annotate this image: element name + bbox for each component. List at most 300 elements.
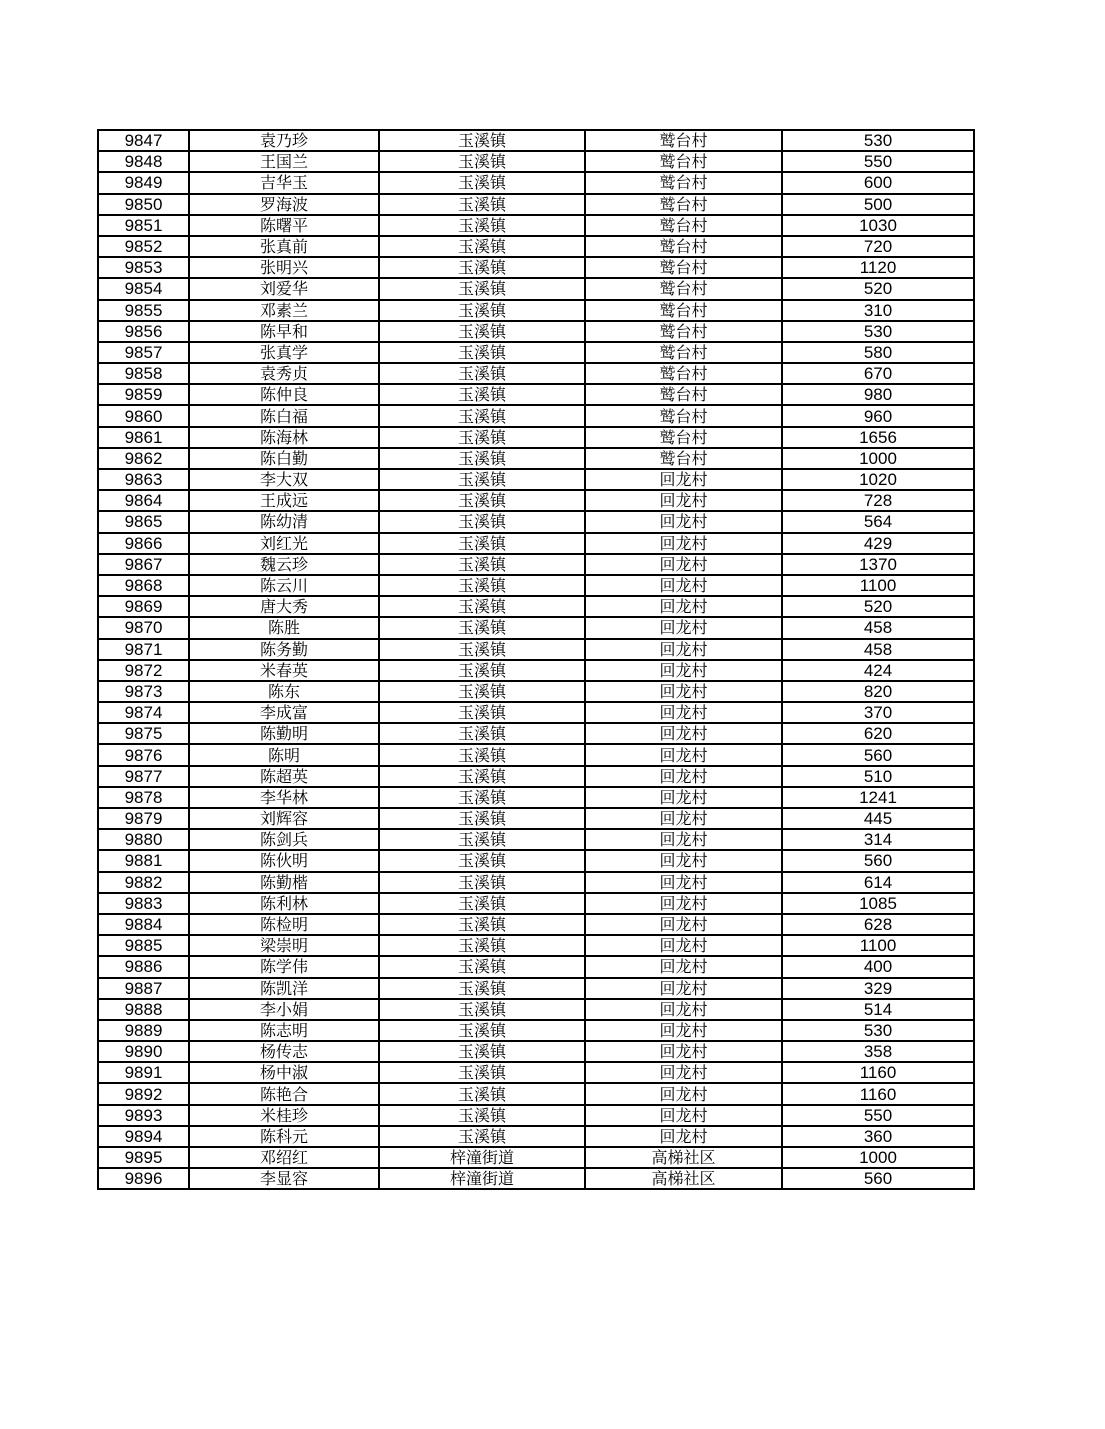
amount-cell: 445 <box>782 808 974 829</box>
table-row <box>98 893 974 914</box>
town-cell: 玉溪镇 <box>379 808 585 829</box>
table-row <box>98 1083 974 1104</box>
row-id-cell: 9847 <box>98 130 189 151</box>
village-cell: 回龙村 <box>585 533 782 554</box>
town-cell: 玉溪镇 <box>379 321 585 342</box>
amount-cell: 310 <box>782 300 974 321</box>
village-cell: 鹫台村 <box>585 300 782 321</box>
row-id-cell: 9848 <box>98 151 189 172</box>
table-row <box>98 300 974 321</box>
table-row <box>98 956 974 977</box>
amount-cell: 424 <box>782 660 974 681</box>
name-cell: 李显容 <box>189 1168 379 1189</box>
village-cell: 鹫台村 <box>585 215 782 236</box>
town-cell: 玉溪镇 <box>379 427 585 448</box>
town-cell: 玉溪镇 <box>379 554 585 575</box>
name-cell: 陈勤明 <box>189 723 379 744</box>
table-row <box>98 787 974 808</box>
table-row <box>98 1126 974 1147</box>
amount-cell: 520 <box>782 596 974 617</box>
village-cell: 鹫台村 <box>585 321 782 342</box>
row-id-cell: 9891 <box>98 1062 189 1083</box>
amount-cell: 628 <box>782 914 974 935</box>
name-cell: 王国兰 <box>189 151 379 172</box>
row-id-cell: 9860 <box>98 405 189 426</box>
town-cell: 玉溪镇 <box>379 215 585 236</box>
village-cell: 鹫台村 <box>585 384 782 405</box>
name-cell: 张明兴 <box>189 257 379 278</box>
amount-cell: 458 <box>782 639 974 660</box>
name-cell: 张真前 <box>189 236 379 257</box>
table-row <box>98 130 974 151</box>
table-row <box>98 660 974 681</box>
row-id-cell: 9892 <box>98 1083 189 1104</box>
table-row <box>98 872 974 893</box>
amount-cell: 358 <box>782 1041 974 1062</box>
table-row <box>98 1105 974 1126</box>
town-cell: 玉溪镇 <box>379 151 585 172</box>
name-cell: 邓绍红 <box>189 1147 379 1168</box>
name-cell: 陈白勤 <box>189 448 379 469</box>
town-cell: 玉溪镇 <box>379 850 585 871</box>
name-cell: 陈艳合 <box>189 1083 379 1104</box>
town-cell: 玉溪镇 <box>379 1126 585 1147</box>
village-cell: 回龙村 <box>585 511 782 532</box>
table-row <box>98 978 974 999</box>
name-cell: 陈云川 <box>189 575 379 596</box>
town-cell: 玉溪镇 <box>379 300 585 321</box>
amount-cell: 1100 <box>782 575 974 596</box>
village-cell: 回龙村 <box>585 617 782 638</box>
town-cell: 玉溪镇 <box>379 1105 585 1126</box>
town-cell: 玉溪镇 <box>379 130 585 151</box>
amount-cell: 820 <box>782 681 974 702</box>
town-cell: 玉溪镇 <box>379 978 585 999</box>
amount-cell: 960 <box>782 405 974 426</box>
village-cell: 回龙村 <box>585 723 782 744</box>
row-id-cell: 9880 <box>98 829 189 850</box>
row-id-cell: 9856 <box>98 321 189 342</box>
table-row <box>98 617 974 638</box>
amount-cell: 500 <box>782 194 974 215</box>
row-id-cell: 9884 <box>98 914 189 935</box>
name-cell: 陈务勤 <box>189 639 379 660</box>
town-cell: 梓潼街道 <box>379 1168 585 1189</box>
table-row <box>98 215 974 236</box>
table-row <box>98 172 974 193</box>
town-cell: 玉溪镇 <box>379 872 585 893</box>
row-id-cell: 9878 <box>98 787 189 808</box>
town-cell: 玉溪镇 <box>379 194 585 215</box>
table-row <box>98 405 974 426</box>
name-cell: 杨传志 <box>189 1041 379 1062</box>
table-row <box>98 681 974 702</box>
town-cell: 玉溪镇 <box>379 596 585 617</box>
amount-cell: 620 <box>782 723 974 744</box>
town-cell: 玉溪镇 <box>379 490 585 511</box>
amount-cell: 514 <box>782 999 974 1020</box>
village-cell: 鹫台村 <box>585 151 782 172</box>
amount-cell: 560 <box>782 1168 974 1189</box>
amount-cell: 600 <box>782 172 974 193</box>
table-row <box>98 554 974 575</box>
row-id-cell: 9888 <box>98 999 189 1020</box>
table-row <box>98 850 974 871</box>
table-row <box>98 1041 974 1062</box>
town-cell: 玉溪镇 <box>379 639 585 660</box>
town-cell: 玉溪镇 <box>379 999 585 1020</box>
name-cell: 罗海波 <box>189 194 379 215</box>
table-row <box>98 342 974 363</box>
village-cell: 回龙村 <box>585 1126 782 1147</box>
town-cell: 玉溪镇 <box>379 363 585 384</box>
town-cell: 玉溪镇 <box>379 617 585 638</box>
name-cell: 王成远 <box>189 490 379 511</box>
village-cell: 回龙村 <box>585 554 782 575</box>
amount-cell: 510 <box>782 766 974 787</box>
row-id-cell: 9859 <box>98 384 189 405</box>
amount-cell: 530 <box>782 321 974 342</box>
row-id-cell: 9865 <box>98 511 189 532</box>
table-row <box>98 427 974 448</box>
amount-cell: 1030 <box>782 215 974 236</box>
amount-cell: 370 <box>782 702 974 723</box>
table-row <box>98 914 974 935</box>
village-cell: 鹫台村 <box>585 236 782 257</box>
town-cell: 玉溪镇 <box>379 1041 585 1062</box>
table-row <box>98 999 974 1020</box>
village-cell: 回龙村 <box>585 935 782 956</box>
name-cell: 陈科元 <box>189 1126 379 1147</box>
row-id-cell: 9855 <box>98 300 189 321</box>
town-cell: 玉溪镇 <box>379 787 585 808</box>
village-cell: 回龙村 <box>585 469 782 490</box>
amount-cell: 720 <box>782 236 974 257</box>
village-cell: 回龙村 <box>585 1062 782 1083</box>
row-id-cell: 9858 <box>98 363 189 384</box>
name-cell: 邓素兰 <box>189 300 379 321</box>
data-table <box>97 129 975 1190</box>
village-cell: 回龙村 <box>585 744 782 765</box>
row-id-cell: 9872 <box>98 660 189 681</box>
name-cell: 陈勤楷 <box>189 872 379 893</box>
village-cell: 回龙村 <box>585 575 782 596</box>
table-row <box>98 490 974 511</box>
amount-cell: 550 <box>782 1105 974 1126</box>
amount-cell: 329 <box>782 978 974 999</box>
village-cell: 回龙村 <box>585 872 782 893</box>
amount-cell: 1656 <box>782 427 974 448</box>
row-id-cell: 9890 <box>98 1041 189 1062</box>
row-id-cell: 9881 <box>98 850 189 871</box>
row-id-cell: 9879 <box>98 808 189 829</box>
village-cell: 回龙村 <box>585 999 782 1020</box>
name-cell: 李大双 <box>189 469 379 490</box>
village-cell: 回龙村 <box>585 808 782 829</box>
name-cell: 陈幼清 <box>189 511 379 532</box>
table-row <box>98 829 974 850</box>
amount-cell: 1100 <box>782 935 974 956</box>
table-row <box>98 321 974 342</box>
row-id-cell: 9868 <box>98 575 189 596</box>
table-row <box>98 723 974 744</box>
amount-cell: 614 <box>782 872 974 893</box>
town-cell: 玉溪镇 <box>379 935 585 956</box>
village-cell: 回龙村 <box>585 1083 782 1104</box>
table-row <box>98 511 974 532</box>
table-row <box>98 639 974 660</box>
row-id-cell: 9894 <box>98 1126 189 1147</box>
village-cell: 鹫台村 <box>585 257 782 278</box>
table-row <box>98 1147 974 1168</box>
amount-cell: 580 <box>782 342 974 363</box>
row-id-cell: 9863 <box>98 469 189 490</box>
name-cell: 袁秀贞 <box>189 363 379 384</box>
name-cell: 陈凯洋 <box>189 978 379 999</box>
village-cell: 高梯社区 <box>585 1168 782 1189</box>
amount-cell: 1085 <box>782 893 974 914</box>
table-row <box>98 766 974 787</box>
amount-cell: 429 <box>782 533 974 554</box>
town-cell: 玉溪镇 <box>379 660 585 681</box>
amount-cell: 560 <box>782 744 974 765</box>
town-cell: 梓潼街道 <box>379 1147 585 1168</box>
town-cell: 玉溪镇 <box>379 384 585 405</box>
table-row <box>98 257 974 278</box>
village-cell: 回龙村 <box>585 978 782 999</box>
name-cell: 陈超英 <box>189 766 379 787</box>
name-cell: 陈早和 <box>189 321 379 342</box>
village-cell: 鹫台村 <box>585 405 782 426</box>
amount-cell: 1000 <box>782 448 974 469</box>
village-cell: 鹫台村 <box>585 172 782 193</box>
amount-cell: 530 <box>782 130 974 151</box>
table-row <box>98 575 974 596</box>
name-cell: 李华林 <box>189 787 379 808</box>
table-row <box>98 596 974 617</box>
amount-cell: 550 <box>782 151 974 172</box>
village-cell: 回龙村 <box>585 596 782 617</box>
table-row <box>98 1168 974 1189</box>
town-cell: 玉溪镇 <box>379 469 585 490</box>
town-cell: 玉溪镇 <box>379 236 585 257</box>
row-id-cell: 9882 <box>98 872 189 893</box>
village-cell: 回龙村 <box>585 850 782 871</box>
amount-cell: 564 <box>782 511 974 532</box>
town-cell: 玉溪镇 <box>379 172 585 193</box>
table-row <box>98 702 974 723</box>
town-cell: 玉溪镇 <box>379 342 585 363</box>
town-cell: 玉溪镇 <box>379 893 585 914</box>
table-row <box>98 1062 974 1083</box>
name-cell: 刘红光 <box>189 533 379 554</box>
row-id-cell: 9857 <box>98 342 189 363</box>
name-cell: 陈曙平 <box>189 215 379 236</box>
town-cell: 玉溪镇 <box>379 956 585 977</box>
town-cell: 玉溪镇 <box>379 448 585 469</box>
row-id-cell: 9875 <box>98 723 189 744</box>
row-id-cell: 9861 <box>98 427 189 448</box>
table-body <box>98 130 974 1189</box>
town-cell: 玉溪镇 <box>379 533 585 554</box>
name-cell: 陈剑兵 <box>189 829 379 850</box>
name-cell: 吉华玉 <box>189 172 379 193</box>
row-id-cell: 9866 <box>98 533 189 554</box>
village-cell: 回龙村 <box>585 681 782 702</box>
name-cell: 陈利林 <box>189 893 379 914</box>
village-cell: 鹫台村 <box>585 363 782 384</box>
name-cell: 魏云珍 <box>189 554 379 575</box>
town-cell: 玉溪镇 <box>379 405 585 426</box>
village-cell: 鹫台村 <box>585 342 782 363</box>
row-id-cell: 9885 <box>98 935 189 956</box>
town-cell: 玉溪镇 <box>379 829 585 850</box>
row-id-cell: 9862 <box>98 448 189 469</box>
name-cell: 米春英 <box>189 660 379 681</box>
village-cell: 回龙村 <box>585 914 782 935</box>
town-cell: 玉溪镇 <box>379 723 585 744</box>
row-id-cell: 9851 <box>98 215 189 236</box>
table-row <box>98 363 974 384</box>
village-cell: 鹫台村 <box>585 194 782 215</box>
name-cell: 张真学 <box>189 342 379 363</box>
name-cell: 刘爱华 <box>189 278 379 299</box>
row-id-cell: 9871 <box>98 639 189 660</box>
table-row <box>98 384 974 405</box>
table-row <box>98 236 974 257</box>
amount-cell: 1241 <box>782 787 974 808</box>
table-row <box>98 469 974 490</box>
amount-cell: 980 <box>782 384 974 405</box>
table-row <box>98 278 974 299</box>
row-id-cell: 9887 <box>98 978 189 999</box>
name-cell: 唐大秀 <box>189 596 379 617</box>
town-cell: 玉溪镇 <box>379 511 585 532</box>
village-cell: 回龙村 <box>585 893 782 914</box>
village-cell: 回龙村 <box>585 766 782 787</box>
village-cell: 鹫台村 <box>585 427 782 448</box>
table-row <box>98 194 974 215</box>
table-row <box>98 448 974 469</box>
village-cell: 回龙村 <box>585 639 782 660</box>
row-id-cell: 9867 <box>98 554 189 575</box>
village-cell: 高梯社区 <box>585 1147 782 1168</box>
amount-cell: 1160 <box>782 1083 974 1104</box>
table-row <box>98 808 974 829</box>
row-id-cell: 9853 <box>98 257 189 278</box>
amount-cell: 360 <box>782 1126 974 1147</box>
name-cell: 陈仲良 <box>189 384 379 405</box>
row-id-cell: 9849 <box>98 172 189 193</box>
town-cell: 玉溪镇 <box>379 278 585 299</box>
town-cell: 玉溪镇 <box>379 702 585 723</box>
amount-cell: 670 <box>782 363 974 384</box>
town-cell: 玉溪镇 <box>379 766 585 787</box>
table-row <box>98 1020 974 1041</box>
name-cell: 陈白福 <box>189 405 379 426</box>
row-id-cell: 9877 <box>98 766 189 787</box>
table-row <box>98 935 974 956</box>
amount-cell: 1020 <box>782 469 974 490</box>
amount-cell: 314 <box>782 829 974 850</box>
row-id-cell: 9876 <box>98 744 189 765</box>
town-cell: 玉溪镇 <box>379 914 585 935</box>
village-cell: 鹫台村 <box>585 278 782 299</box>
name-cell: 梁崇明 <box>189 935 379 956</box>
row-id-cell: 9896 <box>98 1168 189 1189</box>
amount-cell: 520 <box>782 278 974 299</box>
village-cell: 回龙村 <box>585 787 782 808</box>
name-cell: 米桂珍 <box>189 1105 379 1126</box>
name-cell: 陈学伟 <box>189 956 379 977</box>
table-row <box>98 744 974 765</box>
village-cell: 回龙村 <box>585 829 782 850</box>
row-id-cell: 9869 <box>98 596 189 617</box>
amount-cell: 1160 <box>782 1062 974 1083</box>
village-cell: 回龙村 <box>585 1041 782 1062</box>
amount-cell: 458 <box>782 617 974 638</box>
village-cell: 回龙村 <box>585 660 782 681</box>
town-cell: 玉溪镇 <box>379 681 585 702</box>
village-cell: 回龙村 <box>585 956 782 977</box>
name-cell: 陈伙明 <box>189 850 379 871</box>
name-cell: 李成富 <box>189 702 379 723</box>
amount-cell: 728 <box>782 490 974 511</box>
village-cell: 回龙村 <box>585 702 782 723</box>
amount-cell: 400 <box>782 956 974 977</box>
row-id-cell: 9870 <box>98 617 189 638</box>
village-cell: 鹫台村 <box>585 130 782 151</box>
amount-cell: 1120 <box>782 257 974 278</box>
town-cell: 玉溪镇 <box>379 1083 585 1104</box>
town-cell: 玉溪镇 <box>379 1062 585 1083</box>
amount-cell: 1000 <box>782 1147 974 1168</box>
town-cell: 玉溪镇 <box>379 257 585 278</box>
name-cell: 陈检明 <box>189 914 379 935</box>
row-id-cell: 9874 <box>98 702 189 723</box>
amount-cell: 530 <box>782 1020 974 1041</box>
name-cell: 李小娟 <box>189 999 379 1020</box>
name-cell: 陈东 <box>189 681 379 702</box>
town-cell: 玉溪镇 <box>379 575 585 596</box>
village-cell: 回龙村 <box>585 490 782 511</box>
row-id-cell: 9850 <box>98 194 189 215</box>
row-id-cell: 9893 <box>98 1105 189 1126</box>
amount-cell: 560 <box>782 850 974 871</box>
town-cell: 玉溪镇 <box>379 1020 585 1041</box>
table-row <box>98 151 974 172</box>
village-cell: 回龙村 <box>585 1020 782 1041</box>
name-cell: 刘辉容 <box>189 808 379 829</box>
name-cell: 袁乃珍 <box>189 130 379 151</box>
row-id-cell: 9873 <box>98 681 189 702</box>
name-cell: 陈志明 <box>189 1020 379 1041</box>
table-row <box>98 533 974 554</box>
row-id-cell: 9886 <box>98 956 189 977</box>
row-id-cell: 9895 <box>98 1147 189 1168</box>
name-cell: 陈明 <box>189 744 379 765</box>
village-cell: 回龙村 <box>585 1105 782 1126</box>
town-cell: 玉溪镇 <box>379 744 585 765</box>
row-id-cell: 9852 <box>98 236 189 257</box>
row-id-cell: 9889 <box>98 1020 189 1041</box>
name-cell: 陈海林 <box>189 427 379 448</box>
village-cell: 鹫台村 <box>585 448 782 469</box>
name-cell: 陈胜 <box>189 617 379 638</box>
name-cell: 杨中淑 <box>189 1062 379 1083</box>
row-id-cell: 9864 <box>98 490 189 511</box>
amount-cell: 1370 <box>782 554 974 575</box>
